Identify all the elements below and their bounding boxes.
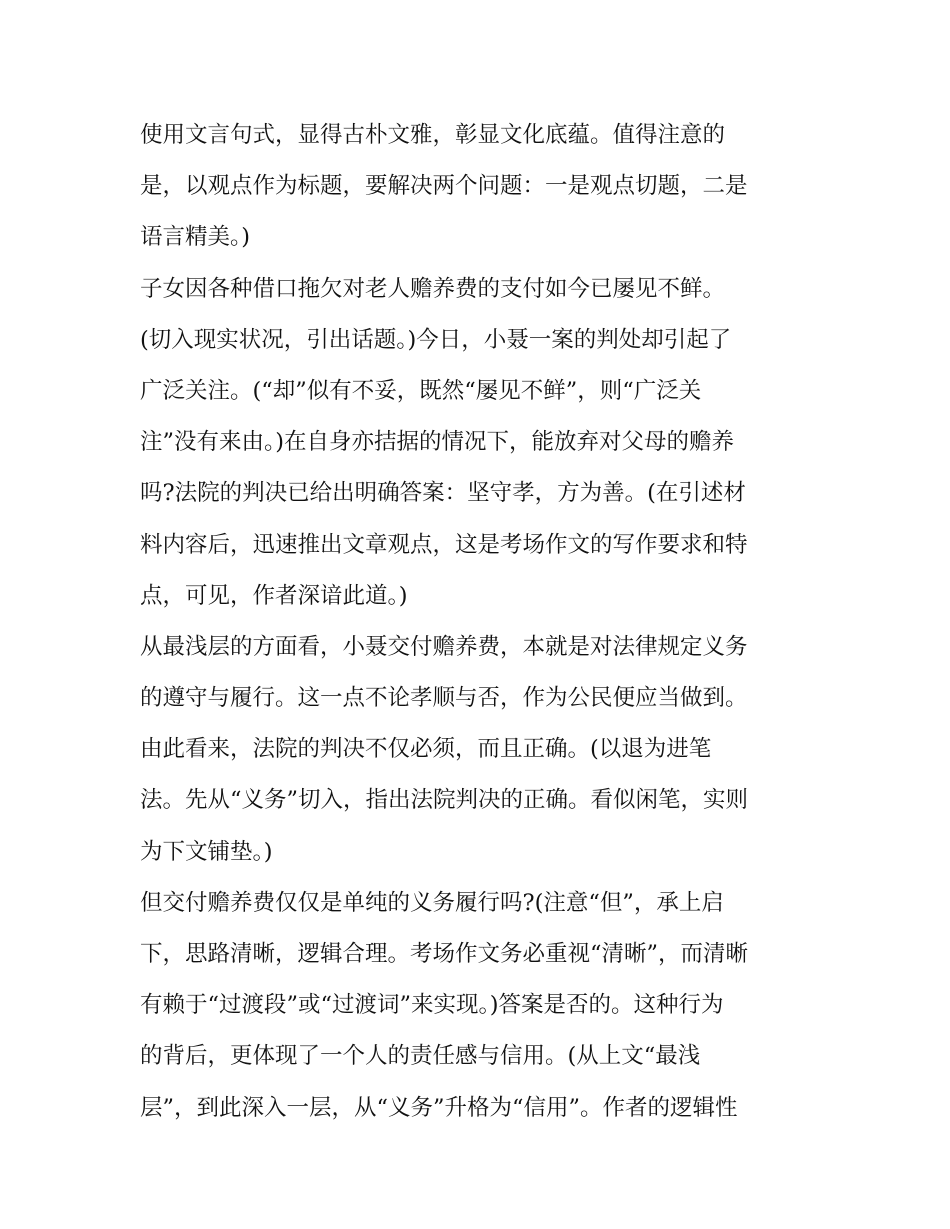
- text-line: 但交付赡养费仅仅是单纯的义务履行吗?(注意“但”，承上启: [140, 889, 724, 916]
- text-line: 料内容后，迅速推出文章观点，这是考场作文的写作要求和特: [140, 531, 748, 558]
- text-line: 法。先从“义务”切入，指出法院判决的正确。看似闲笔，实则: [140, 787, 749, 814]
- text-line: 语言精美。): [140, 224, 251, 251]
- text-line: 子女因各种借口拖欠对老人赡养费的支付如今已屡见不鲜。: [140, 275, 726, 302]
- text-line: 点，可见，作者深谙此道。): [140, 582, 408, 609]
- text-line: 吗?法院的判决已给出明确答案：坚守孝，方为善。(在引述材: [140, 480, 746, 507]
- text-line: 下，思路清晰，逻辑合理。考场作文务必重视“清晰”，而清晰: [140, 941, 749, 967]
- essay-text: [140, 110, 820, 1134]
- text-line: 注”没有来由。)在自身亦拮据的情况下，能放弃对父母的赡养: [140, 429, 735, 456]
- text-line: 广泛关注。(“却”似有不妥，既然“屡见不鲜”，则“广泛关: [140, 377, 702, 404]
- text-line: 有赖于“过渡段”或“过渡词”来实现。)答案是否的。这种行为: [140, 992, 724, 1019]
- text-line: 是，以观点作为标题，要解决两个问题：一是观点切题，二是: [140, 173, 748, 200]
- text-line: (切入现实状况，引出话题。)今日，小聂一案的判处却引起了: [140, 326, 732, 353]
- text-line: 为下文铺垫。): [140, 838, 273, 865]
- text-line: 从最浅层的方面看，小聂交付赡养费，本就是对法律规定义务: [140, 633, 748, 660]
- text-line: 的遵守与履行。这一点不论孝顺与否，作为公民便应当做到。: [140, 685, 748, 712]
- text-line: 的背后，更体现了一个人的责任感与信用。(从上文“最浅: [140, 1043, 701, 1070]
- text-line: 使用文言句式，显得古朴文雅，彰显文化底蕴。值得注意的: [140, 122, 726, 148]
- text-line: 层”，到此深入一层，从“义务”升格为“信用”。作者的逻辑性: [140, 1094, 738, 1121]
- text-line: 由此看来，法院的判决不仅必须，而且正确。(以退为进笔: [140, 736, 712, 763]
